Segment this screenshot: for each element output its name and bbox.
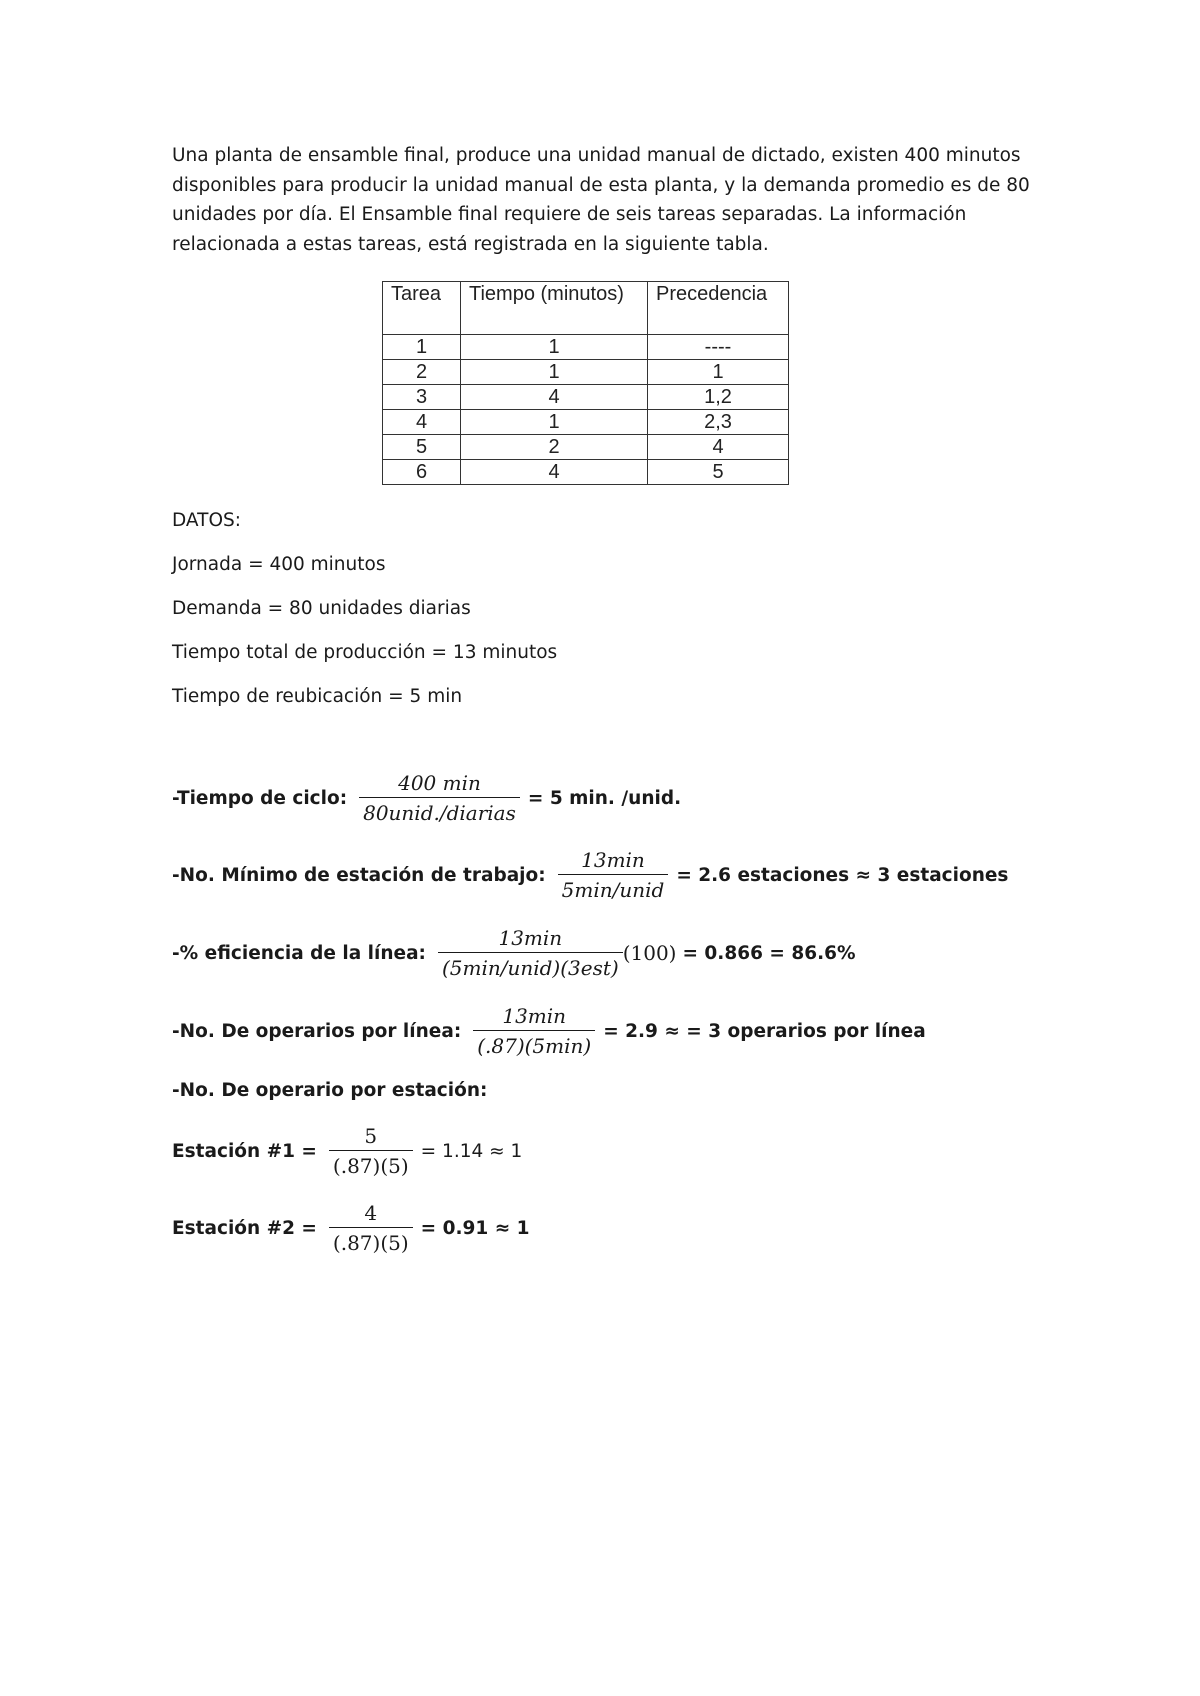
table-row [383, 360, 789, 385]
formula-factor: (100) [622, 941, 677, 965]
cell-tiempo: 1 [461, 410, 648, 435]
table-header-row [383, 282, 789, 335]
formula-label: -No. Mínimo de estación de trabajo: [172, 864, 546, 886]
cell-tarea: 5 [383, 435, 461, 460]
formula-estacion-1 [172, 1124, 522, 1178]
fraction-denominator: (.87)(5) [329, 1150, 413, 1178]
formula-result: = 5 min. /unid. [527, 787, 682, 809]
fraction [329, 1201, 413, 1255]
cell-tiempo: 1 [461, 335, 648, 360]
fraction-numerator: 4 [364, 1201, 378, 1225]
heading-operario-estacion [172, 1080, 487, 1101]
fraction-numerator: 13min [581, 848, 645, 872]
intro-line: disponibles para producir la unidad manual de esta planta, y la demanda promedio es de 80 [172, 174, 1030, 196]
table-row [383, 385, 789, 410]
fraction-denominator: 80unid./diarias [359, 797, 520, 825]
formula-label: -No. De operarios por línea: [172, 1020, 462, 1042]
task-table [382, 281, 789, 485]
formula-minimo-estaciones [172, 848, 1008, 902]
intro-line: relacionada a estas tareas, está registrada en la siguiente tabla. [172, 233, 769, 255]
cell-precedencia: 1 [648, 360, 789, 385]
cell-tiempo: 4 [461, 460, 648, 485]
formula-label: -Tiempo de ciclo: [172, 787, 348, 809]
cell-tarea: 4 [383, 410, 461, 435]
formula-result: = 2.9 ≈ = 3 operarios por línea [603, 1020, 926, 1042]
cell-tiempo: 1 [461, 360, 648, 385]
fraction [473, 1004, 595, 1058]
formula-label: Estación #1 = [172, 1140, 317, 1162]
intro-line: unidades por día. El Ensamble final requiere de seis tareas separadas. La información [172, 204, 967, 225]
header-tiempo: Tiempo (minutos) [461, 282, 648, 335]
fraction-denominator: (5min/unid)(3est) [438, 952, 623, 980]
fraction [329, 1124, 413, 1178]
datos-demanda: Demanda = 80 unidades diarias [172, 598, 471, 619]
cell-precedencia: 2,3 [648, 410, 789, 435]
datos-tiempo-total: Tiempo total de producción = 13 minutos [172, 642, 558, 663]
fraction-numerator: 5 [364, 1124, 378, 1148]
table-row [383, 435, 789, 460]
formula-operarios-linea [172, 1004, 926, 1058]
fraction-numerator: 400 min [398, 771, 481, 795]
table-row [383, 460, 789, 485]
formula-result: = 1.14 ≈ 1 [420, 1140, 523, 1162]
formula-label: Estación #2 = [172, 1217, 317, 1239]
datos-reubicacion: Tiempo de reubicación = 5 min [172, 686, 463, 707]
formula-tiempo-ciclo [172, 771, 681, 825]
cell-precedencia: 4 [648, 435, 789, 460]
intro-line: Una planta de ensamble final, produce una unidad manual de dictado, existen 400 minutos [172, 145, 1021, 166]
formula-label: -No. De operario por estación: [172, 1080, 488, 1101]
fraction [438, 926, 623, 980]
cell-tiempo: 2 [461, 435, 648, 460]
table-row [383, 410, 789, 435]
formula-estacion-2 [172, 1201, 530, 1255]
fraction-denominator: (.87)(5) [329, 1227, 413, 1255]
fraction [359, 771, 520, 825]
cell-tarea: 3 [383, 385, 461, 410]
fraction-denominator: (.87)(5min) [473, 1030, 595, 1058]
header-precedencia: Precedencia [648, 282, 789, 335]
fraction-numerator: 13min [502, 1004, 567, 1028]
header-tarea: Tarea [383, 282, 461, 335]
cell-precedencia: 1,2 [648, 385, 789, 410]
cell-tiempo: 4 [461, 385, 648, 410]
fraction-denominator: 5min/unid [558, 874, 669, 902]
intro-paragraph [172, 141, 1032, 259]
cell-tarea: 1 [383, 335, 461, 360]
cell-tarea: 6 [383, 460, 461, 485]
fraction-numerator: 13min [498, 926, 563, 950]
formula-eficiencia [172, 926, 856, 980]
formula-result: = 2.6 estaciones ≈ 3 estaciones [676, 864, 1009, 886]
cell-precedencia: ---- [648, 335, 789, 360]
cell-tarea: 2 [383, 360, 461, 385]
fraction [558, 848, 669, 902]
formula-result: = 0.866 = 86.6% [682, 942, 856, 964]
datos-title: DATOS: [172, 510, 241, 531]
datos-jornada: Jornada = 400 minutos [172, 554, 386, 575]
formula-result: = 0.91 ≈ 1 [420, 1217, 530, 1239]
table-row [383, 335, 789, 360]
formula-label: -% eficiencia de la línea: [172, 942, 426, 964]
cell-precedencia: 5 [648, 460, 789, 485]
